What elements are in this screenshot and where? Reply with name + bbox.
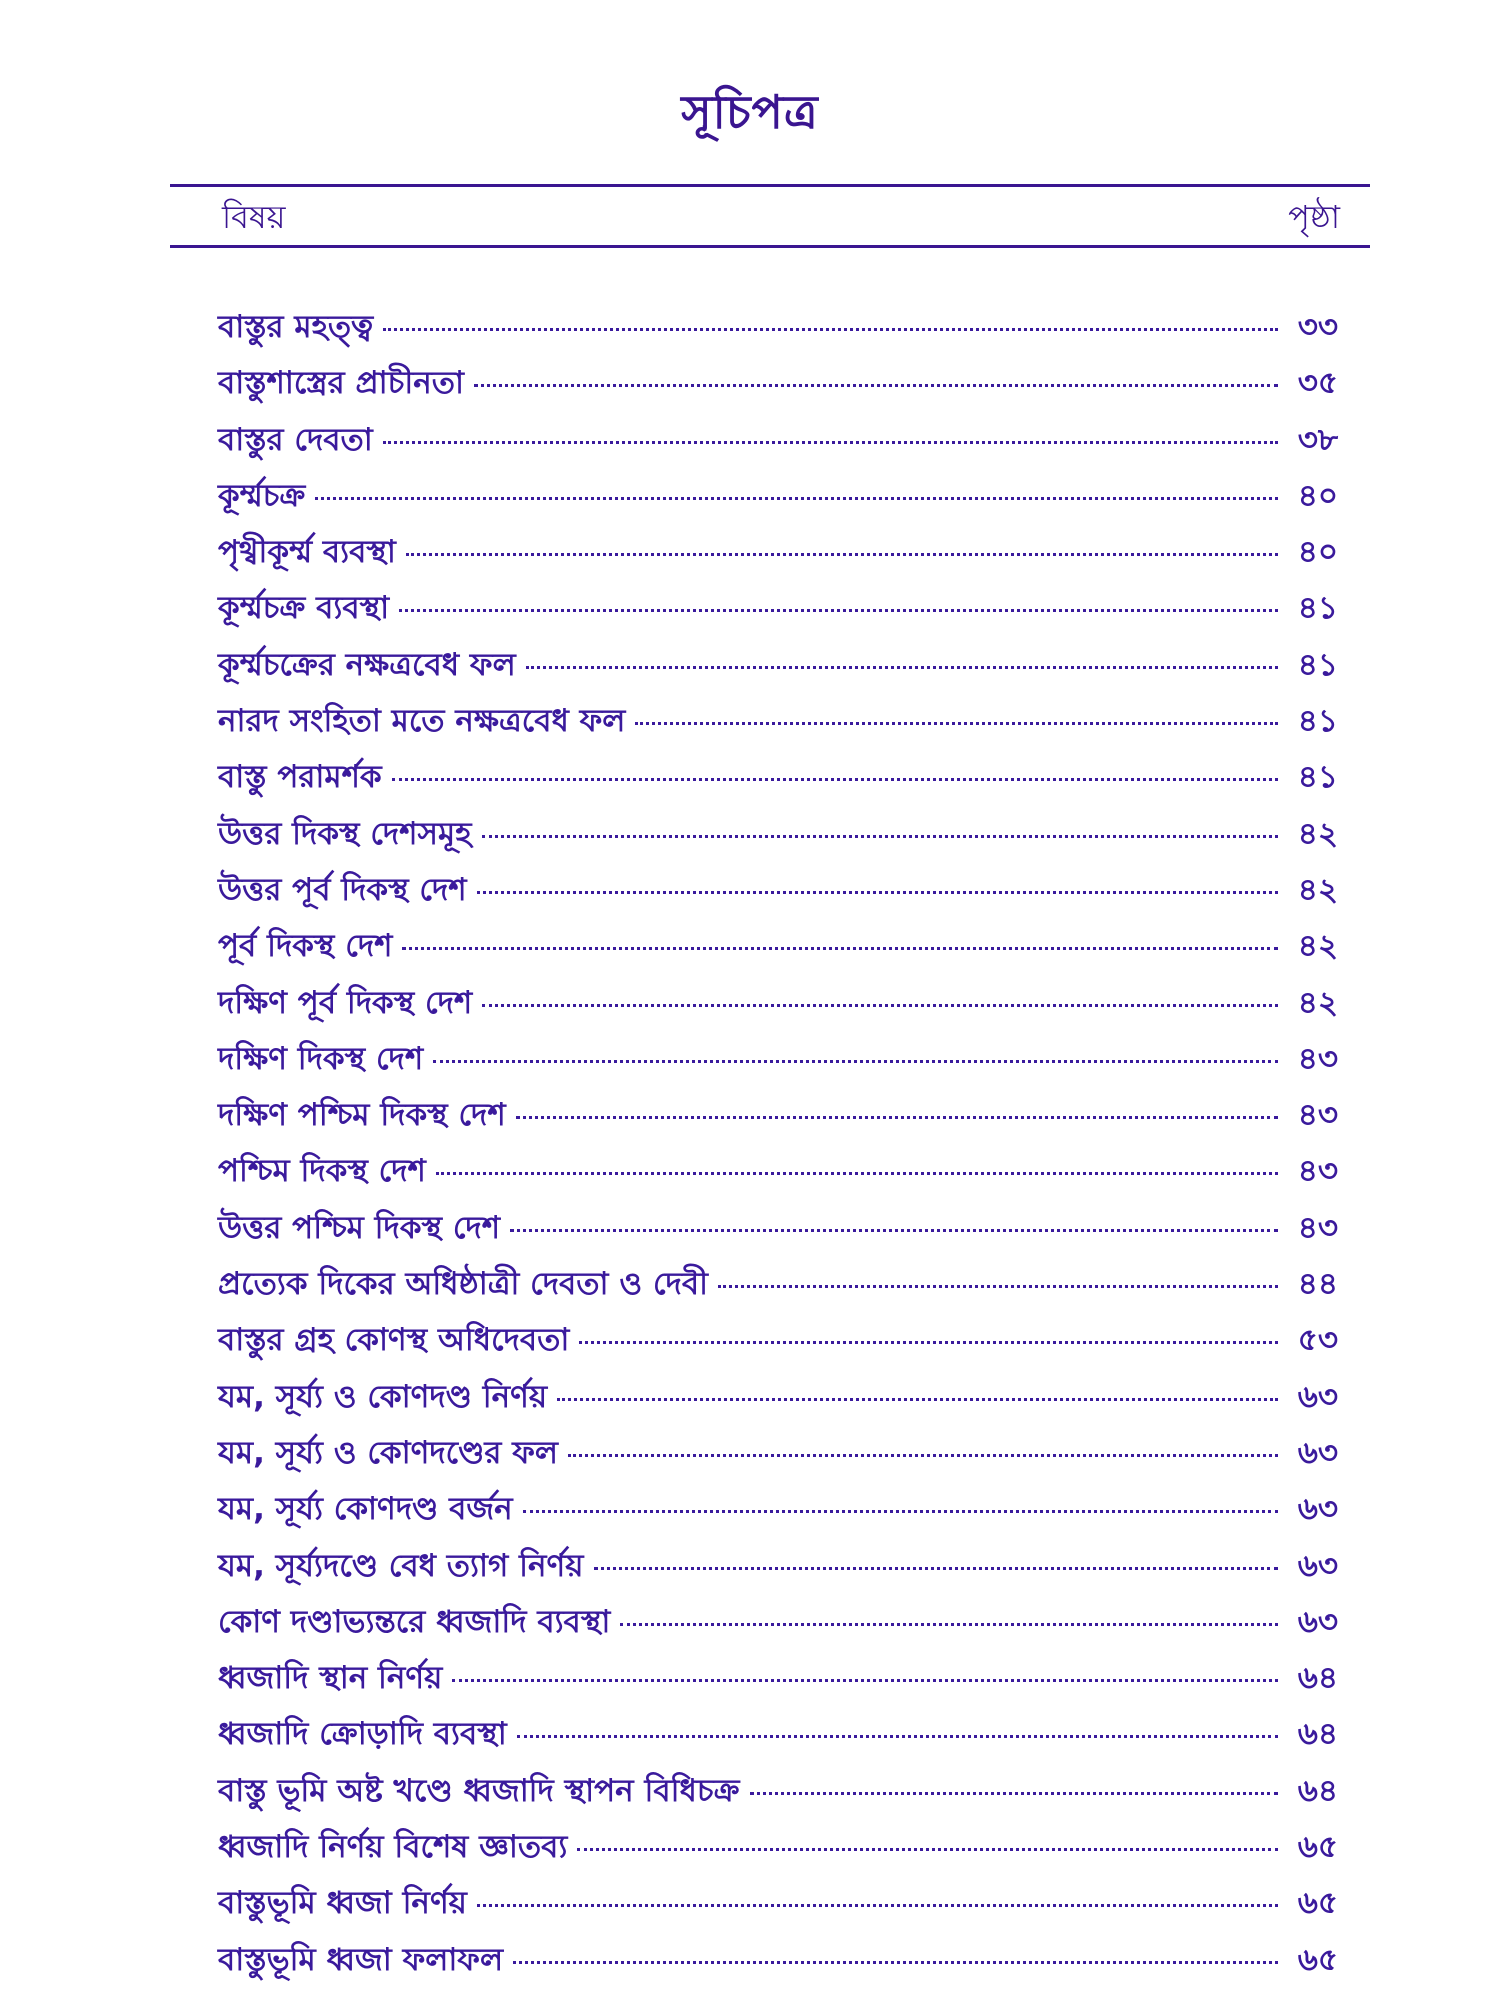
- toc-entry-title: যম, সূর্য্য ও কোণদণ্ডের ফল: [218, 1434, 558, 1471]
- dot-leader: [718, 1285, 1278, 1288]
- dot-leader: [557, 1398, 1278, 1401]
- toc-entry[interactable]: [218, 979, 1338, 1035]
- dot-leader: [474, 384, 1278, 387]
- toc-entry[interactable]: [218, 1710, 1338, 1766]
- toc-entry[interactable]: [218, 697, 1338, 753]
- toc-entry[interactable]: [218, 1316, 1338, 1372]
- toc-entry[interactable]: [218, 753, 1338, 809]
- toc-entry[interactable]: [218, 1147, 1338, 1203]
- toc-entry-page: ৬৪: [1297, 1660, 1338, 1697]
- toc-entry-title: নারদ সংহিতা মতে নক্ষত্রবেধ ফল: [218, 703, 626, 740]
- dot-leader: [517, 1735, 1278, 1738]
- dot-leader: [620, 1623, 1278, 1626]
- toc-entry-title: বাস্তু ভূমি অষ্ট খণ্ডে ধ্বজাদি স্থাপন বিধিচক্র: [218, 1772, 740, 1809]
- dot-leader: [523, 1510, 1278, 1513]
- toc-entry-title: বাস্তুর গ্রহ কোণস্থ অধিদেবতা: [218, 1322, 570, 1359]
- toc-entry[interactable]: [218, 584, 1338, 640]
- toc-entry-page: ৬৩: [1297, 1491, 1338, 1528]
- toc-entry[interactable]: [218, 922, 1338, 978]
- toc-entry[interactable]: [218, 1091, 1338, 1147]
- toc-entry-page: ৬৩: [1297, 1547, 1338, 1584]
- toc-entry-title: বাস্তুভূমি ধ্বজা নির্ণয়: [218, 1885, 467, 1922]
- dot-leader: [392, 778, 1278, 781]
- toc-entry-title: উত্তর পূর্ব দিকস্থ দেশ: [218, 871, 467, 908]
- toc-entry-title: প্রত্যেক দিকের অধিষ্ঠাত্রী দেবতা ও দেবী: [218, 1266, 708, 1303]
- toc-entry[interactable]: [218, 1429, 1338, 1485]
- toc-entry[interactable]: [218, 810, 1338, 866]
- toc-entry[interactable]: [218, 1654, 1338, 1710]
- toc-list: [218, 303, 1338, 1992]
- toc-entry-page: ৪৪: [1297, 1266, 1338, 1303]
- toc-entry-title: যম, সূর্য্য কোণদণ্ড বর্জন: [218, 1491, 513, 1528]
- toc-entry-page: ৪২: [1297, 984, 1338, 1021]
- dot-leader: [383, 328, 1278, 331]
- toc-entry-title: কূর্ম্মচক্র: [218, 477, 306, 514]
- toc-entry[interactable]: [218, 641, 1338, 697]
- toc-entry-title: বাস্তুশাস্ত্রের প্রাচীনতা: [218, 365, 464, 402]
- dot-leader: [452, 1679, 1278, 1682]
- dot-leader: [635, 722, 1278, 725]
- toc-entry-page: ৪১: [1297, 590, 1338, 627]
- dot-leader: [436, 1172, 1278, 1175]
- toc-entry-page: ৪১: [1297, 759, 1338, 796]
- dot-leader: [510, 1229, 1278, 1232]
- toc-entry-title: পৃথ্বীকূর্ম্ম ব্যবস্থা: [218, 534, 396, 571]
- toc-entry-title: পূর্ব দিকস্থ দেশ: [218, 928, 393, 965]
- toc-entry-page: ৬৪: [1297, 1716, 1338, 1753]
- toc-entry-page: ৩৫: [1297, 365, 1338, 402]
- page-title: সূচিপত্র: [681, 85, 819, 139]
- toc-entry[interactable]: [218, 1598, 1338, 1654]
- toc-entry-title: উত্তর দিকস্থ দেশসমূহ: [218, 815, 472, 852]
- column-header-subject: বিষয়: [222, 198, 286, 236]
- toc-entry[interactable]: [218, 1823, 1338, 1879]
- dot-leader: [516, 1116, 1278, 1119]
- dot-leader: [750, 1792, 1279, 1795]
- toc-entry-page: ৪২: [1297, 928, 1338, 965]
- toc-entry[interactable]: [218, 1767, 1338, 1823]
- toc-entry[interactable]: [218, 1260, 1338, 1316]
- toc-entry[interactable]: [218, 1485, 1338, 1541]
- header-rule-top: [170, 184, 1370, 187]
- toc-entry-title: কোণ দণ্ডাভ্যন্তরে ধ্বজাদি ব্যবস্থা: [218, 1603, 611, 1640]
- dot-leader: [383, 441, 1278, 444]
- dot-leader: [568, 1454, 1278, 1457]
- toc-entry-page: ৬৩: [1297, 1378, 1338, 1415]
- toc-entry-page: ৪৩: [1297, 1097, 1338, 1134]
- toc-entry-title: কূর্ম্মচক্রের নক্ষত্রবেধ ফল: [218, 646, 516, 683]
- toc-entry-title: ধ্বজাদি স্থান নির্ণয়: [218, 1660, 443, 1697]
- toc-entry-title: দক্ষিণ পশ্চিম দিকস্থ দেশ: [218, 1097, 506, 1134]
- toc-entry-title: বাস্তুর মহত্ত্ব: [218, 309, 374, 345]
- dot-leader: [513, 1961, 1278, 1964]
- toc-entry-title: যম, সূর্য্য ও কোণদণ্ড নির্ণয়: [218, 1378, 548, 1415]
- toc-entry-title: ধ্বজাদি ক্রোড়াদি ব্যবস্থা: [218, 1716, 507, 1753]
- dot-leader: [579, 1341, 1278, 1344]
- toc-entry-page: ৪৩: [1297, 1153, 1338, 1190]
- toc-entry-page: ৪১: [1297, 646, 1338, 683]
- toc-entry-page: ৬৫: [1297, 1941, 1338, 1978]
- toc-entry[interactable]: [218, 303, 1338, 359]
- toc-entry-page: ৬৫: [1297, 1885, 1338, 1922]
- dot-leader: [402, 947, 1278, 950]
- dot-leader: [482, 1004, 1278, 1007]
- toc-entry[interactable]: [218, 1204, 1338, 1260]
- toc-entry-title: বাস্তুভূমি ধ্বজা ফলাফল: [218, 1941, 504, 1978]
- header-rule-bottom: [170, 245, 1370, 248]
- toc-entry-title: দক্ষিণ পূর্ব দিকস্থ দেশ: [218, 984, 473, 1021]
- toc-entry-page: ৪০: [1297, 477, 1338, 514]
- toc-entry-title: ধ্বজাদি নির্ণয় বিশেষ জ্ঞাতব্য: [218, 1829, 568, 1866]
- toc-entry-page: ৪১: [1297, 703, 1338, 740]
- toc-entry-page: ৪২: [1297, 815, 1338, 852]
- toc-entry-title: উত্তর পশ্চিম দিকস্থ দেশ: [218, 1209, 501, 1246]
- toc-entry-page: ৬৩: [1297, 1434, 1338, 1471]
- toc-entry-page: ৬৪: [1297, 1772, 1338, 1809]
- toc-entry[interactable]: [218, 359, 1338, 415]
- dot-leader: [526, 666, 1278, 669]
- toc-entry-title: যম, সূর্য্যদণ্ডে বেধ ত্যাগ নির্ণয়: [218, 1547, 584, 1584]
- toc-entry[interactable]: [218, 866, 1338, 922]
- toc-entry-page: ৬৩: [1297, 1603, 1338, 1640]
- toc-entry[interactable]: [218, 1879, 1338, 1935]
- dot-leader: [594, 1567, 1278, 1570]
- dot-leader: [477, 891, 1278, 894]
- toc-entry[interactable]: [218, 416, 1338, 472]
- toc-entry[interactable]: [218, 1035, 1338, 1091]
- toc-entry-page: ৩৮: [1297, 421, 1338, 458]
- toc-entry-page: ৪৩: [1297, 1040, 1338, 1077]
- dot-leader: [577, 1848, 1278, 1851]
- dot-leader: [315, 497, 1278, 500]
- column-header-page: পৃষ্ঠা: [1288, 198, 1340, 236]
- toc-entry[interactable]: [218, 1936, 1338, 1992]
- toc-entry-page: ৩৩: [1297, 309, 1338, 345]
- dot-leader: [399, 609, 1278, 612]
- toc-entry-page: ৪০: [1297, 534, 1338, 571]
- toc-entry-page: ৪৩: [1297, 1209, 1338, 1246]
- toc-entry-title: দক্ষিণ দিকস্থ দেশ: [218, 1040, 424, 1077]
- toc-entry-title: পশ্চিম দিকস্থ দেশ: [218, 1153, 426, 1190]
- dot-leader: [477, 1904, 1278, 1907]
- dot-leader: [482, 835, 1278, 838]
- toc-entry-title: বাস্তুর দেবতা: [218, 421, 373, 458]
- toc-entry[interactable]: [218, 528, 1338, 584]
- dot-leader: [433, 1060, 1278, 1063]
- toc-entry[interactable]: [218, 1373, 1338, 1429]
- dot-leader: [406, 553, 1278, 556]
- toc-entry[interactable]: [218, 1542, 1338, 1598]
- toc-entry-title: কূর্ম্মচক্র ব্যবস্থা: [218, 590, 390, 627]
- toc-entry-title: বাস্তু পরামর্শক: [218, 759, 382, 796]
- toc-entry-page: ৪২: [1297, 871, 1338, 908]
- toc-entry-page: ৬৫: [1297, 1829, 1338, 1866]
- toc-entry-page: ৫৩: [1297, 1322, 1338, 1359]
- toc-entry[interactable]: [218, 472, 1338, 528]
